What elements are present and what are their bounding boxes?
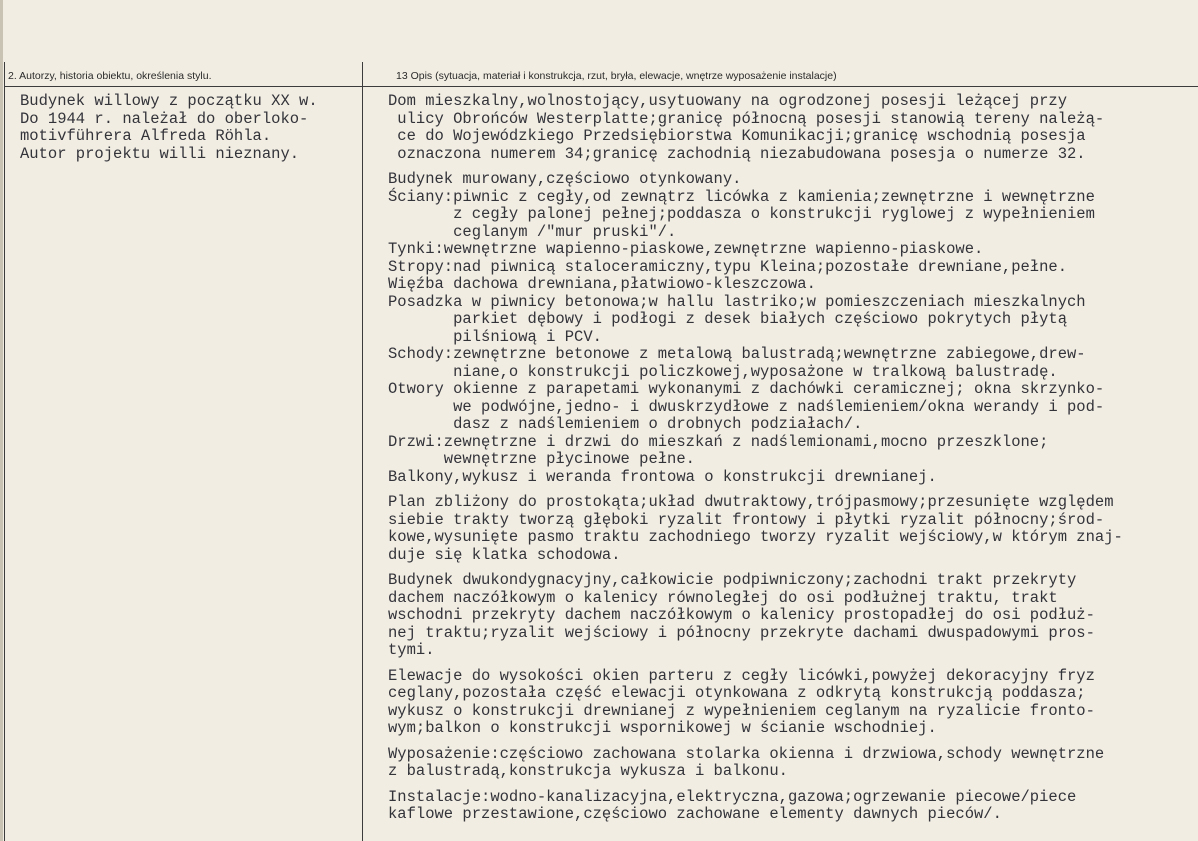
text-line: Schody:zewnętrzne betonowe z metalową balustradą;wewnętrzne zabiegowe,drew- (388, 345, 1086, 363)
text-line: Drzwi:zewnętrzne i drzwi do mieszkań z nadślemionami,mocno przeszklone; (388, 432, 1049, 451)
description-text (388, 93, 1123, 824)
paragraph-plan (388, 494, 1123, 564)
text-line: Instalacje:wodno-kanalizacyjna,elektryczna,gazowa;ogrzewanie piecowe/piece (388, 787, 1077, 806)
text-line: Do 1944 r. należał do oberloko- (20, 109, 309, 128)
text-line: tymi. (388, 641, 435, 659)
text-line: motivführera Alfreda Röhla. (20, 127, 272, 145)
paragraph-equipment (388, 746, 1123, 781)
text-line: siebie trakty tworzą głęboki ryzalit frontowy i płytki ryzalit północny;środ- (388, 510, 1105, 529)
text-line: Wyposażenie:częściowo zachowana stolarka okienna i drzwiowa,schody wewnętrzne (388, 744, 1105, 763)
text-line: z cegły palonej pełnej;poddasza o konstrukcji ryglowej z wypełnieniem (388, 205, 1095, 223)
section-2-header: 2. Autorzy, historia obiektu, określenia stylu. (8, 70, 212, 82)
text-line: Autor projektu willi nieznany. (20, 144, 300, 163)
left-border-line (4, 62, 5, 841)
text-line: niane,o konstrukcji policzkowej,wyposażone w tralkową balustradę. (388, 362, 1058, 381)
text-line: kowe,wysunięte pasmo traktu zachodniego tworzy ryzalit wejściowy,w którym znaj- (388, 528, 1123, 546)
text-line: z balustradą,konstrukcja wykusza i balkonu. (388, 762, 788, 780)
card-edge (0, 0, 3, 841)
text-line: duje się klatka schodowa. (388, 545, 621, 564)
text-line: Budynek willowy z początku XX w. (20, 92, 318, 110)
text-line: ceglanym /"mur pruski"/. (388, 222, 677, 241)
text-line: ce do Wojewódzkiego Przedsiębiorstwa Komunikacji;granicę wschodnią posesja (388, 127, 1086, 145)
text-line: Budynek murowany,częściowo otynkowany. (388, 170, 742, 188)
text-line: ceglany,pozostała część elewacji otynkowana z odkrytą konstrukcją poddasza; (388, 684, 1086, 702)
text-line: dasz z nadślemieniem o drobnych podziałach/. (388, 415, 863, 433)
text-line: Balkony,wykusz i weranda frontowa o konstrukcji drewnianej. (388, 467, 937, 486)
text-line: Otwory okienne z parapetami wykonanymi z dachówki ceramicznej; okna skrzynko- (388, 380, 1105, 398)
text-line: Budynek dwukondygnacyjny,całkowicie podpiwniczony;zachodni trakt przekryty (388, 571, 1077, 589)
paragraph-massing (388, 572, 1123, 660)
text-line: we podwójne,jedno- i dwuskrzydłowe z nadślemieniem/okna werandy i pod- (388, 397, 1105, 416)
text-line: Plan zbliżony do prostokąta;układ dwutraktowy,trójpasmowy;przesunięte względem (388, 493, 1114, 511)
paragraph-installations (388, 789, 1123, 824)
text-line: nej traktu;ryzalit wejściowy i północny przekryte dachami dwuspadowymi pros- (388, 623, 1095, 642)
paragraph-location (388, 93, 1123, 163)
text-line: wym;balkon o konstrukcji wspornikowej w ścianie wschodniej. (388, 719, 937, 737)
paragraph-elevations (388, 668, 1123, 738)
section-13-header: 13 Opis (sytuacja, materiał i konstrukcja, rzut, bryła, elewacje, wnętrze wyposażenie instalacje) (396, 70, 837, 82)
text-line: wykusz o konstrukcji drewnianej z wypełnieniem ceglanym na ryzalicie fronto- (388, 701, 1095, 720)
text-line: ulicy Obrońców Westerplatte;granicę północną posesji stanowią tereny należą- (388, 109, 1105, 128)
paragraph-construction (388, 171, 1123, 486)
text-line: Tynki:wewnętrzne wapienno-piaskowe,zewnętrzne wapienno-piaskowe. (388, 240, 984, 258)
text-line: Dom mieszkalny,wolnostojący,usytuowany na ogrodzonej posesji leżącej przy (388, 92, 1068, 110)
text-line: kaflowe przestawione,częściowo zachowane elementy dawnych pieców/. (388, 805, 1002, 823)
column-divider (362, 62, 363, 841)
text-line: parkiet dębowy i podłogi z desek białych częściowo pokrytych płytą (388, 310, 1068, 328)
authors-history-text (20, 93, 318, 163)
text-line: Elewacje do wysokości okien parteru z cegły licówki,powyżej dekoracyjny fryz (388, 666, 1095, 685)
text-line: wewnętrzne płycinowe pełne. (388, 450, 695, 468)
text-line: Stropy:nad piwnicą staloceramiczny,typu Kleina;pozostałe drewniane,pełne. (388, 257, 1068, 276)
text-line: Posadzka w piwnicy betonowa;w hallu lastriko;w pomieszczeniach mieszkalnych (388, 292, 1086, 311)
header-rule (4, 86, 1198, 87)
text-line: wschodni przekryty dachem naczółkowym o kalenicy prostopadłej do osi podłuż- (388, 606, 1095, 624)
text-line: Więźba dachowa drewniana,płatwiowo-kleszczowa. (388, 275, 816, 293)
text-line: dachem naczółkowym o kalenicy równoległej do osi podłużnej traktu, trakt (388, 588, 1058, 607)
text-line: pilśniową i PCV. (388, 327, 602, 346)
text-line: Ściany:piwnic z cegły,od zewnątrz licówka z kamienia;zewnętrzne i wewnętrzne (388, 187, 1095, 206)
text-line: oznaczona numerem 34;granicę zachodnią niezabudowana posesja o numerze 32. (388, 144, 1086, 163)
